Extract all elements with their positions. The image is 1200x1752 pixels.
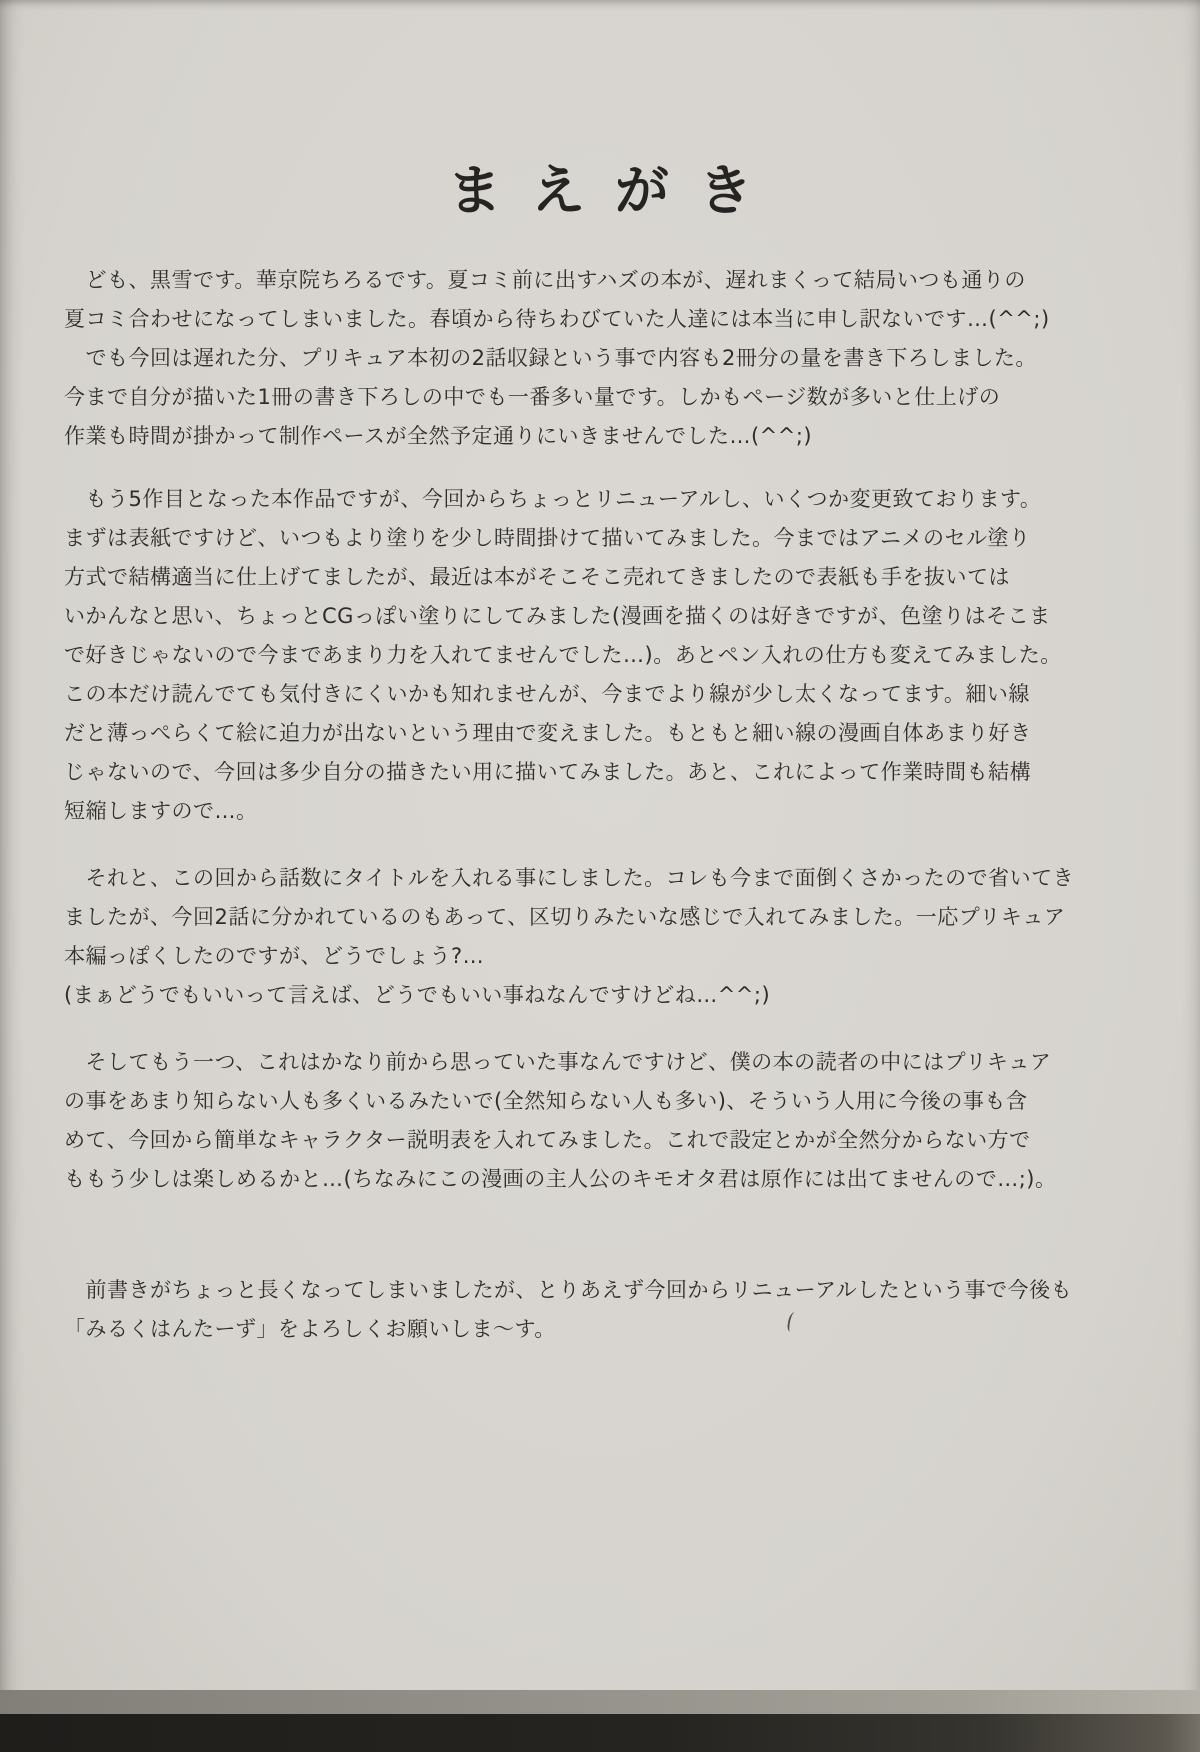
paragraph-intro [64,261,1050,456]
text-line: ども、黒雪です。華京院ちろるです。夏コミ前に出すハズの本が、遅れまくって結局いつも通りの [64,268,1026,292]
text-line: の事をあまり知らない人も多くいるみたいで(全然知らない人も多い)、そういう人用に今後の事も含 [64,1089,1028,1113]
paragraph-episode-titles [64,859,1075,1015]
text-line: もう5作目となった本作品ですが、今回からちょっとリニューアルし、いくつか変更致ております。 [64,487,1042,511]
text-line: 本編っぽくしたのですが、どうでしょう?… [64,944,485,968]
text-line: ましたが、今回2話に分かれているのもあって、区切りみたいな感じで入れてみました。一応プリキュア [64,905,1066,929]
text-line: ももう少しは楽しめるかと…(ちなみにこの漫画の主人公のキモオタ君は原作には出てませんので…;)。 [64,1167,1057,1191]
text-line: まずは表紙ですけど、いつもより塗りを少し時間掛けて描いてみました。今まではアニメのセル塗り [64,526,1031,550]
text-line: 方式で結構適当に仕上げてましたが、最近は本がそこそこ売れてきましたので表紙も手を抜いては [64,565,1010,589]
text-line: (まぁどうでもいいって言えば、どうでもいい事ねなんですけどね…^^;) [64,983,771,1007]
page-title: まえがき [447,159,783,222]
paragraph-closing [64,1271,1073,1349]
scan-edge-dark [0,1714,1200,1752]
text-line: でも今回は遅れた分、プリキュア本初の2話収録という事で内容も2冊分の量を書き下ろしました。 [64,346,1037,370]
text-line: この本だけ読んでても気付きにくいかも知れませんが、今までより線が少し太くなってます。細い線 [64,682,1030,706]
text-line: 作業も時間が掛かって制作ペースが全然予定通りにいきませんでした…(^^;) [64,424,813,448]
preface-body [0,261,1075,1349]
paragraph-character-chart [64,1043,1057,1199]
text-line: 「みるくはんたーず」をよろしくお願いしま〜す。 [64,1317,556,1341]
text-line: 前書きがちょっと長くなってしまいましたが、とりあえず今回からリニューアルしたという事で今後も [64,1278,1073,1302]
text-line: じゃないので、今回は多少自分の描きたい用に描いてみました。あと、これによって作業時間も結構 [64,760,1032,784]
text-line: で好きじゃないので今まであまり力を入れてませんでした…)。あとペン入れの仕方も変えてみました。 [64,643,1062,667]
text-line: 今まで自分が描いた1冊の書き下ろしの中でも一番多い量です。しかもページ数が多いと仕上げの [64,385,1001,409]
text-line: 短縮しますので…。 [64,799,258,823]
text-line: いかんなと思い、ちょっとCGっぽい塗りにしてみました(漫画を描くのは好きですが、色塗りはそこま [64,604,1051,628]
text-line: そしてもう一つ、これはかなり前から思っていた事なんですけど、僕の本の読者の中にはプリキュア [64,1050,1052,1074]
text-line: めて、今回から簡単なキャラクター説明表を入れてみました。これで設定とかが全然分からない方で [64,1128,1031,1152]
scan-edge-band [0,1690,1200,1714]
text-line: だと薄っぺらくて絵に迫力が出ないという理由で変えました。もともと細い線の漫画自体あまり好き [64,721,1032,745]
text-line: それと、この回から話数にタイトルを入れる事にしました。コレも今まで面倒くさかったので省いてき [64,866,1075,890]
paragraph-renewal [64,480,1062,831]
text-line: 夏コミ合わせになってしまいました。春頃から待ちわびていた人達には本当に申し訳ないです…(^^;) [64,307,1050,331]
